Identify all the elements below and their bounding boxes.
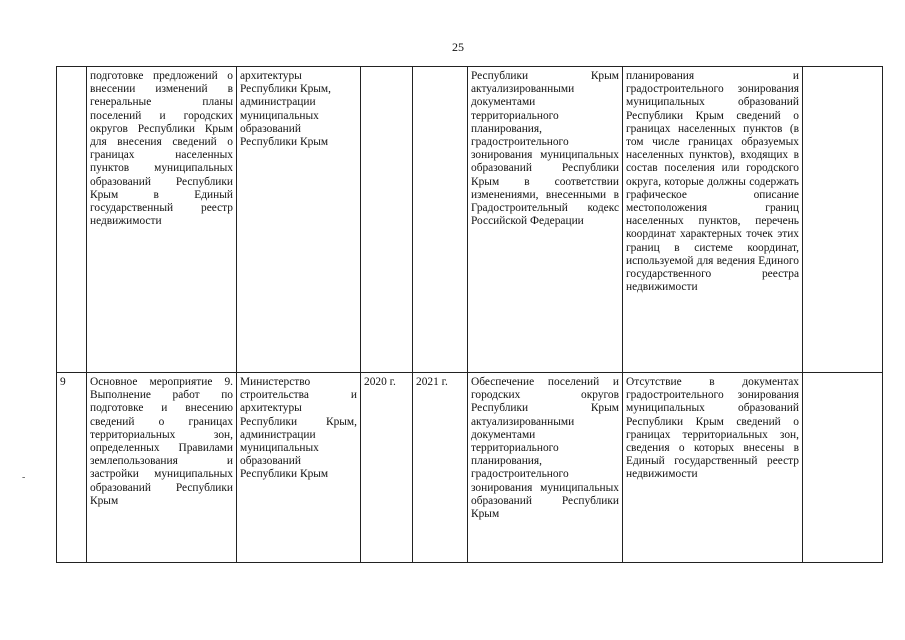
start-date-cell bbox=[361, 67, 413, 373]
scan-mark: - bbox=[22, 472, 26, 483]
end-date-cell bbox=[413, 67, 468, 373]
result-cell: Обеспечение поселений и городских округов Республики Крым актуализированными документами территориального планирования, градостроительного зонирования муниципальных образований Республики Крым bbox=[468, 373, 623, 563]
table-row bbox=[57, 67, 883, 373]
link-cell bbox=[803, 373, 883, 563]
activity-cell: подготовке предложений о внесении изменений в генеральные планы поселений и городских округов Республики Крым для внесения сведений о границах населенных пунктов муниципальных образований Республики Крым в Единый государственный реестр недвижимости bbox=[87, 67, 237, 373]
executor-cell: архитектуры Республики Крым, администрации муниципальных образований Республики Крым bbox=[237, 67, 361, 373]
program-activities-table bbox=[56, 66, 883, 563]
page-number: 25 bbox=[452, 40, 464, 54]
consequence-cell: Отсутствие в документах градостроительного зонирования муниципальных образований Республики Крым сведений о границах территориальных зон, сведения о которых внесены в Единый государственный реестр недвижимости bbox=[623, 373, 803, 563]
activity-cell: Основное мероприятие 9. Выполнение работ по подготовке и внесению сведений о границах территориальных зон, определенных Правилами землепользования и застройки муниципальных образований Республики Крым bbox=[87, 373, 237, 563]
start-date-cell: 2020 г. bbox=[361, 373, 413, 563]
table-row bbox=[57, 373, 883, 563]
link-cell bbox=[803, 67, 883, 373]
row-number-cell: 9 bbox=[57, 373, 87, 563]
executor-cell: Министерство строительства и архитектуры Республики Крым, администрации муниципальных образований Республики Крым bbox=[237, 373, 361, 563]
end-date-cell: 2021 г. bbox=[413, 373, 468, 563]
consequence-cell: планирования и градостроительного зонирования муниципальных образований Республики Крым сведений о границах населенных пунктов (в том числе границах образуемых населенных пунктов), входящих в состав поселения или городского округа, которые должны содержать графическое описание местоположения границ населенных пунктов, перечень координат характерных точек этих границ в системе координат, используемой для ведения Единого государственного реестра недвижимости bbox=[623, 67, 803, 373]
result-cell: Республики Крым актуализированными документами территориального планирования, градостроительного зонирования муниципальных образований Республики Крым в соответствии изменениями, внесенными в Градостроительный кодекс Российской Федерации bbox=[468, 67, 623, 373]
row-number-cell bbox=[57, 67, 87, 373]
